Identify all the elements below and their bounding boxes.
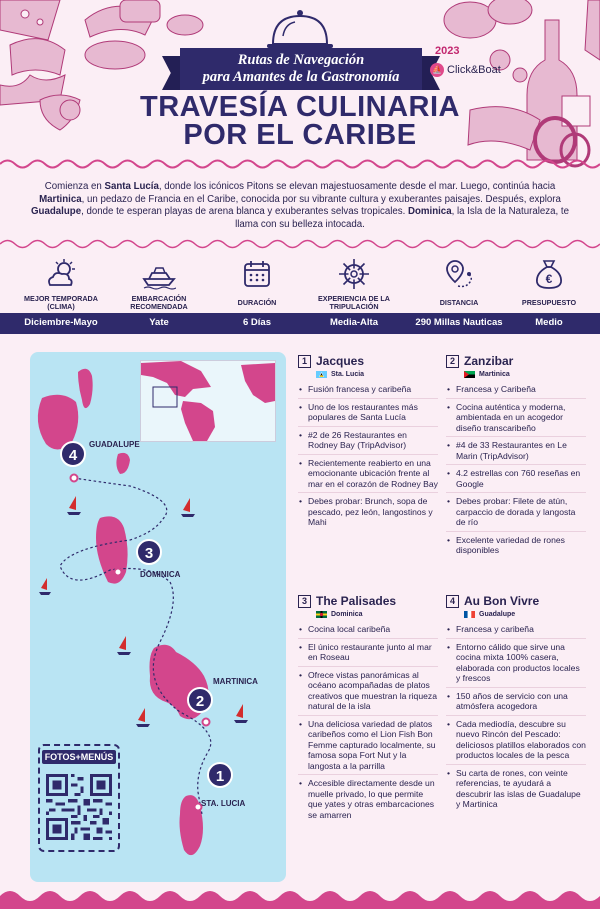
guadeloupe-island-east — [78, 369, 93, 408]
stat-season — [11, 257, 111, 312]
location-pin-icon — [442, 257, 476, 291]
subtitle-banner — [180, 48, 422, 90]
cloche-icon — [265, 6, 335, 52]
restaurant-card-2 — [446, 354, 586, 562]
intro-text: , la Isla de la Naturaleza, te llama con su belleza intocada. — [235, 206, 569, 230]
intro-paragraph — [30, 181, 570, 231]
map-label-sta-lucia: STA. LUCIA — [201, 799, 246, 808]
list-item: • Ofrece vistas panorámicas al océano acompañadas de platos creativos que muestran la riqueza natural de la isla — [298, 670, 438, 716]
header — [0, 0, 600, 170]
intro-text: , donde te esperan playas de arena blanca y exuberantes selvas tropicales. — [81, 206, 408, 217]
saint-lucia-flag-icon — [316, 371, 327, 378]
map-marker-2[interactable]: 2 — [187, 687, 213, 713]
dominica-island — [96, 516, 128, 583]
map-marker-3[interactable]: 3 — [136, 539, 162, 565]
locator-minimap — [140, 360, 276, 442]
restaurant-location: Guadalupe — [479, 611, 516, 618]
stat-value-duration: 6 Días — [243, 317, 271, 328]
stat-label: DURACIÓN — [237, 297, 277, 307]
yacht-icon — [142, 257, 176, 291]
intro-highlight-martinica: Martinica — [39, 193, 82, 205]
qr-title: FOTOS+MENÚS — [42, 750, 116, 764]
stat-label: DISTANCIA — [439, 297, 479, 307]
money-bag-icon — [532, 257, 566, 291]
stat-label: EMBARCACIÓN RECOMENDADA — [130, 293, 188, 311]
list-item: • Una deliciosa variedad de platos caribeños como el Lion Fish Bon Femme capturado localmente, su famosa sopa Fort Nut y la langosta a la parrilla — [298, 719, 438, 776]
list-item: • Debes probar: Brunch, sopa de pescado, pez león, langostinos y Mahi — [298, 496, 438, 531]
list-item: • Debes probar: Filete de atún, carpaccio de dorada y langosta de río — [446, 496, 586, 532]
list-item: • El único restaurante junto al mar en Roseau — [298, 642, 438, 667]
stat-duration — [207, 257, 307, 312]
list-item: • Cocina local caribeña — [298, 624, 438, 639]
sailboat-icon — [39, 496, 248, 727]
restaurant-bullets — [446, 624, 586, 813]
stat-label: PRESUPUESTO — [521, 297, 577, 307]
restaurant-name[interactable]: Au Bon Vivre — [464, 594, 540, 608]
stat-value-experience: Media-Alta — [329, 317, 379, 328]
restaurant-name[interactable]: The Palisades — [316, 594, 397, 608]
stat-value-boat: Yate — [149, 317, 169, 328]
restaurant-number: 1 — [298, 355, 311, 368]
restaurant-number: 4 — [446, 595, 459, 608]
svg-text:€: € — [545, 272, 553, 286]
list-item: • #4 de 33 Restaurantes en Le Marin (TripAdvisor) — [446, 440, 586, 465]
map-label-guadalupe: GUADALUPE — [89, 440, 140, 449]
americas-minimap-icon — [141, 361, 275, 441]
restaurant-name[interactable]: Zanzibar — [464, 354, 514, 368]
restaurant-location: Dominica — [331, 611, 363, 618]
year-label: 2023 — [435, 45, 460, 57]
restaurant-bullets — [446, 384, 586, 559]
list-item: • Uno de los restaurantes más populares de Santa Lucía — [298, 402, 438, 427]
restaurant-number: 2 — [446, 355, 459, 368]
map-label-martinica: MARTINICA — [213, 677, 258, 686]
restaurant-location: Sta. Lucia — [331, 371, 365, 378]
stat-value-budget: Medio — [535, 317, 563, 328]
restaurant-card-3 — [298, 594, 438, 826]
stat-budget — [499, 257, 599, 312]
list-item: • Fusión francesa y caribeña — [298, 384, 438, 399]
brand-name: Click&Boat — [447, 64, 501, 76]
martinique-flag-icon — [464, 371, 475, 378]
map-marker-4[interactable]: 4 — [60, 441, 86, 467]
title-line-1: TRAVESÍA CULINARIA — [140, 91, 460, 123]
list-item: • Entorno cálido que sirve una cocina mixta 100% casera, elaborada con productos locales y frescos — [446, 642, 586, 688]
france-flag-icon — [464, 611, 475, 618]
list-item: • Su carta de rones, con veinte referencias, te ayudará a descubrir las islas de Guadalupe y Martinica — [446, 768, 586, 813]
list-item: • 4.2 estrellas con 760 reseñas en Google — [446, 468, 586, 493]
map-label-dominica: DOMINICA — [140, 570, 181, 579]
list-item: • Recientemente reabierto en una emocionante ubicación frente al mar en el corazón de Rodney Bay — [298, 458, 438, 494]
banner-line-2: para Amantes de la Gastronomía — [202, 69, 400, 85]
calendar-icon — [240, 257, 274, 291]
intro-highlight-guadalupe: Guadalupe — [31, 206, 82, 217]
page-title — [0, 93, 600, 149]
marie-galante-island — [116, 453, 130, 474]
intro-highlight-dominica: Dominica — [407, 206, 452, 217]
stat-value-season: Diciembre-Mayo — [24, 317, 98, 328]
wave-divider-middle — [0, 237, 600, 251]
restaurant-location: Martinica — [479, 371, 510, 378]
list-item: • Excelente variedad de rones disponibles — [446, 535, 586, 559]
restaurant-card-1 — [298, 354, 438, 534]
list-item: • Cada mediodía, descubre su nuevo Rincón del Pescado: deliciosos platillos elaborados con productos locales de la pesca — [446, 719, 586, 765]
restaurant-card-4 — [446, 594, 586, 816]
stat-boat — [109, 257, 209, 312]
intro-text: , un pedazo de Francia en el Caribe, conocida por su vibrante cultura y exuberantes paisajes. Después, explora — [81, 193, 561, 205]
list-item: • Accesible directamente desde un muelle privado, lo que permite que yates y otras embarcaciones se amarren — [298, 778, 438, 823]
restaurant-bullets — [298, 384, 438, 531]
stat-label: MEJOR TEMPORADA (CLIMA) — [24, 293, 98, 311]
stat-distance — [409, 257, 509, 312]
sun-cloud-icon — [44, 257, 78, 291]
intro-text: , donde los icónicos Pitons se elevan majestuosamente desde el mar. Luego, continúa hacia — [158, 181, 556, 192]
list-item: • Francesa y Caribeña — [446, 384, 586, 399]
intro-text: Comienza en — [44, 181, 105, 192]
restaurant-number: 3 — [298, 595, 311, 608]
restaurant-name[interactable]: Jacques — [316, 354, 365, 368]
stat-label: EXPERIENCIA DE LA TRIPULACIÓN — [317, 293, 391, 311]
intro-highlight-santa-lucia: Santa Lucía — [104, 181, 159, 192]
list-item: • 150 años de servicio con una atmósfera acogedora — [446, 691, 586, 716]
banner-line-1: Rutas de Navegación — [237, 52, 365, 68]
dominica-flag-icon — [316, 611, 327, 618]
helm-icon — [337, 257, 371, 291]
map-marker-1[interactable]: 1 — [207, 762, 233, 788]
stat-experience — [304, 257, 404, 312]
list-item: • #2 de 26 Restaurantes en Rodney Bay (TripAdvisor) — [298, 430, 438, 455]
boat-logo-icon: ⛵ — [430, 63, 444, 77]
qr-code-icon[interactable] — [46, 774, 112, 840]
bottom-wave-border — [0, 886, 600, 909]
list-item: • Cocina auténtica y moderna, ambientada en un acogedor diseño transcaribeño — [446, 402, 586, 438]
title-line-2: POR EL CARIBE — [183, 119, 417, 151]
brand-logo[interactable] — [430, 63, 501, 77]
list-item: • Francesa y caribeña — [446, 624, 586, 639]
stat-value-distance: 290 Millas Nauticas — [415, 317, 503, 328]
restaurant-bullets — [298, 624, 438, 823]
wave-divider-top — [0, 157, 600, 171]
